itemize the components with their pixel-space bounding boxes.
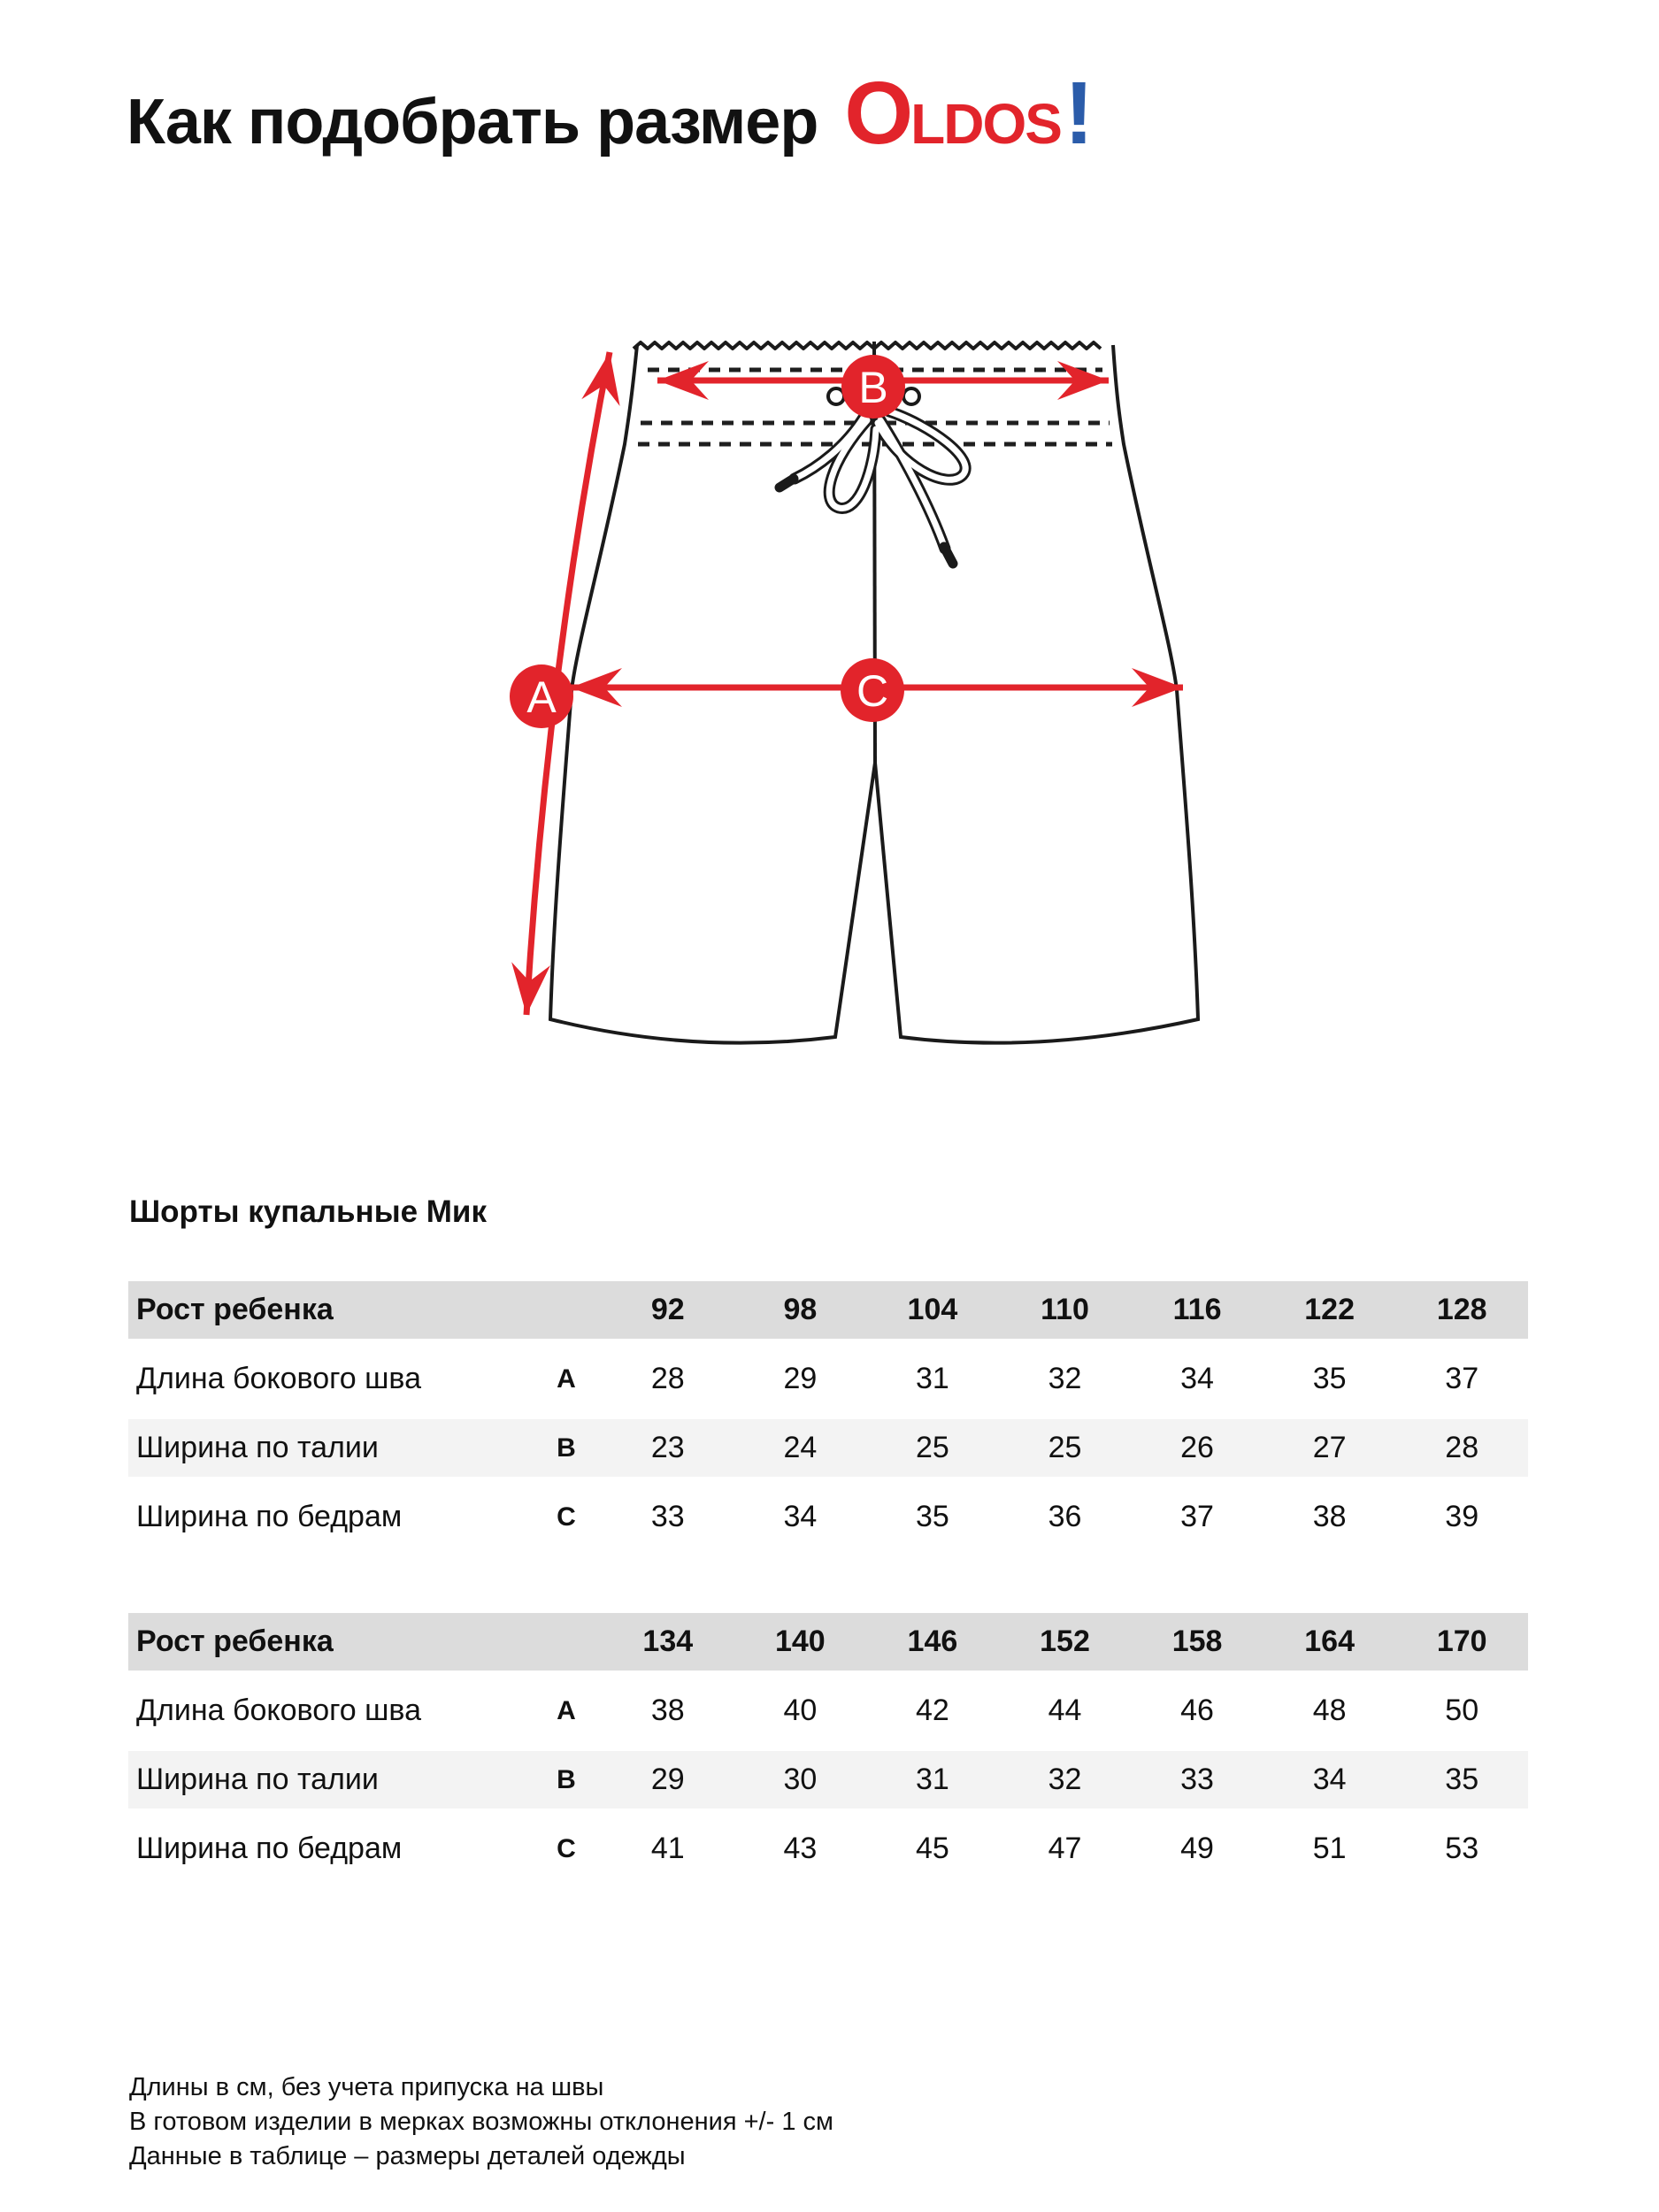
marker-label-c: C bbox=[856, 666, 889, 716]
measure-value: 31 bbox=[916, 1362, 949, 1395]
brand-logo bbox=[844, 64, 1092, 163]
measure-value: 37 bbox=[1180, 1500, 1214, 1533]
size-col-header: 158 bbox=[1171, 1624, 1223, 1658]
measure-letter: A bbox=[557, 1363, 576, 1394]
measure-value: 37 bbox=[1445, 1362, 1479, 1395]
measure-marker-a bbox=[510, 664, 573, 728]
measure-letter: A bbox=[557, 1695, 576, 1725]
measure-value: 35 bbox=[1445, 1763, 1479, 1796]
size-col-header: 128 bbox=[1436, 1293, 1487, 1326]
measure-value: 30 bbox=[783, 1763, 818, 1796]
measure-value: 32 bbox=[1048, 1362, 1082, 1395]
size-col-header: 170 bbox=[1436, 1624, 1487, 1658]
measure-label: Ширина по талии bbox=[136, 1763, 379, 1796]
measure-value: 28 bbox=[1445, 1431, 1479, 1464]
measure-value: 25 bbox=[916, 1431, 949, 1464]
measure-label: Длина бокового шва bbox=[136, 1694, 422, 1727]
size-table-1 bbox=[128, 1281, 1528, 1546]
measure-value: 23 bbox=[650, 1431, 685, 1464]
size-col-header: 140 bbox=[774, 1624, 826, 1658]
measure-value: 48 bbox=[1312, 1694, 1347, 1727]
size-header-label: Рост ребенка bbox=[136, 1624, 334, 1658]
measure-value: 35 bbox=[916, 1500, 949, 1533]
title-row bbox=[127, 64, 1092, 163]
measure-value: 27 bbox=[1312, 1431, 1347, 1464]
brand-logo-exclamation: ! bbox=[1064, 64, 1092, 163]
measure-letter: C bbox=[557, 1833, 576, 1863]
measure-value: 24 bbox=[783, 1431, 818, 1464]
page-title: Как подобрать размер bbox=[127, 87, 818, 157]
measure-value: 36 bbox=[1048, 1500, 1082, 1533]
footnote-line: Длины в см, без учета припуска на швы bbox=[129, 2073, 604, 2101]
brand-logo-o: O bbox=[844, 64, 911, 163]
measure-value: 38 bbox=[650, 1694, 685, 1727]
measure-row-c bbox=[128, 1488, 1528, 1546]
measure-label: Ширина по талии bbox=[136, 1431, 379, 1464]
measure-marker-b bbox=[841, 355, 905, 419]
measure-row-b bbox=[128, 1751, 1528, 1809]
measure-label: Длина бокового шва bbox=[136, 1362, 422, 1395]
size-header-label: Рост ребенка bbox=[136, 1293, 334, 1326]
size-table-1-header-row bbox=[128, 1281, 1528, 1339]
measure-label: Ширина по бедрам bbox=[136, 1832, 403, 1865]
measure-value: 47 bbox=[1048, 1832, 1082, 1865]
measure-value: 34 bbox=[783, 1500, 818, 1533]
size-col-header: 164 bbox=[1304, 1624, 1355, 1658]
measure-value: 50 bbox=[1445, 1694, 1479, 1727]
measure-value: 25 bbox=[1048, 1431, 1082, 1464]
size-col-header: 152 bbox=[1040, 1624, 1090, 1658]
size-col-header: 146 bbox=[907, 1624, 958, 1658]
size-col-header: 110 bbox=[1041, 1293, 1089, 1326]
measure-row-a bbox=[128, 1682, 1528, 1740]
measure-value: 41 bbox=[650, 1832, 685, 1865]
marker-label-b: B bbox=[858, 363, 888, 412]
shorts-diagram bbox=[478, 292, 1274, 1071]
measure-value: 44 bbox=[1048, 1694, 1082, 1727]
footnotes bbox=[129, 2070, 833, 2174]
measure-value: 53 bbox=[1445, 1832, 1479, 1865]
size-col-header: 134 bbox=[642, 1624, 694, 1658]
measure-letter: B bbox=[557, 1432, 576, 1463]
size-col-header: 92 bbox=[650, 1293, 685, 1326]
measure-value: 38 bbox=[1312, 1500, 1347, 1533]
measure-value: 33 bbox=[1180, 1763, 1214, 1796]
measure-value: 32 bbox=[1048, 1763, 1082, 1796]
size-table-2 bbox=[128, 1613, 1528, 1878]
size-col-header: 116 bbox=[1172, 1293, 1222, 1326]
measure-label: Ширина по бедрам bbox=[136, 1500, 403, 1533]
measure-letter: C bbox=[557, 1502, 576, 1532]
measure-value: 31 bbox=[916, 1763, 949, 1796]
size-col-header: 104 bbox=[907, 1293, 958, 1326]
measure-value: 49 bbox=[1180, 1832, 1214, 1865]
measure-value: 51 bbox=[1312, 1832, 1347, 1865]
size-table-2-header-row bbox=[128, 1613, 1528, 1671]
brand-logo-rest: LDOS bbox=[910, 92, 1061, 156]
measure-value: 26 bbox=[1180, 1431, 1214, 1464]
measure-value: 39 bbox=[1445, 1500, 1479, 1533]
measure-value: 42 bbox=[916, 1694, 949, 1727]
measure-letter: B bbox=[557, 1764, 576, 1794]
measure-value: 46 bbox=[1180, 1694, 1214, 1727]
measure-value: 35 bbox=[1312, 1362, 1347, 1395]
footnote-line: Данные в таблице – размеры деталей одежды bbox=[129, 2142, 686, 2170]
measure-row-a bbox=[128, 1350, 1528, 1408]
measure-value: 28 bbox=[650, 1362, 685, 1395]
measure-value: 34 bbox=[1312, 1763, 1347, 1796]
measure-value: 29 bbox=[650, 1763, 685, 1796]
measure-value: 29 bbox=[783, 1362, 818, 1395]
measure-value: 45 bbox=[916, 1832, 949, 1865]
measure-value: 40 bbox=[783, 1694, 818, 1727]
measure-marker-c bbox=[841, 658, 904, 722]
product-name: Шорты купальные Мик bbox=[129, 1194, 487, 1229]
measure-value: 43 bbox=[783, 1832, 818, 1865]
size-col-header: 122 bbox=[1304, 1293, 1355, 1326]
measure-row-c bbox=[128, 1820, 1528, 1878]
measure-row-b bbox=[128, 1419, 1528, 1477]
measure-value: 33 bbox=[650, 1500, 685, 1533]
marker-label-a: A bbox=[526, 672, 557, 722]
size-col-header: 98 bbox=[783, 1293, 818, 1326]
measure-value: 34 bbox=[1180, 1362, 1214, 1395]
footnote-line: В готовом изделии в мерках возможны отклонения +/- 1 см bbox=[129, 2108, 833, 2136]
